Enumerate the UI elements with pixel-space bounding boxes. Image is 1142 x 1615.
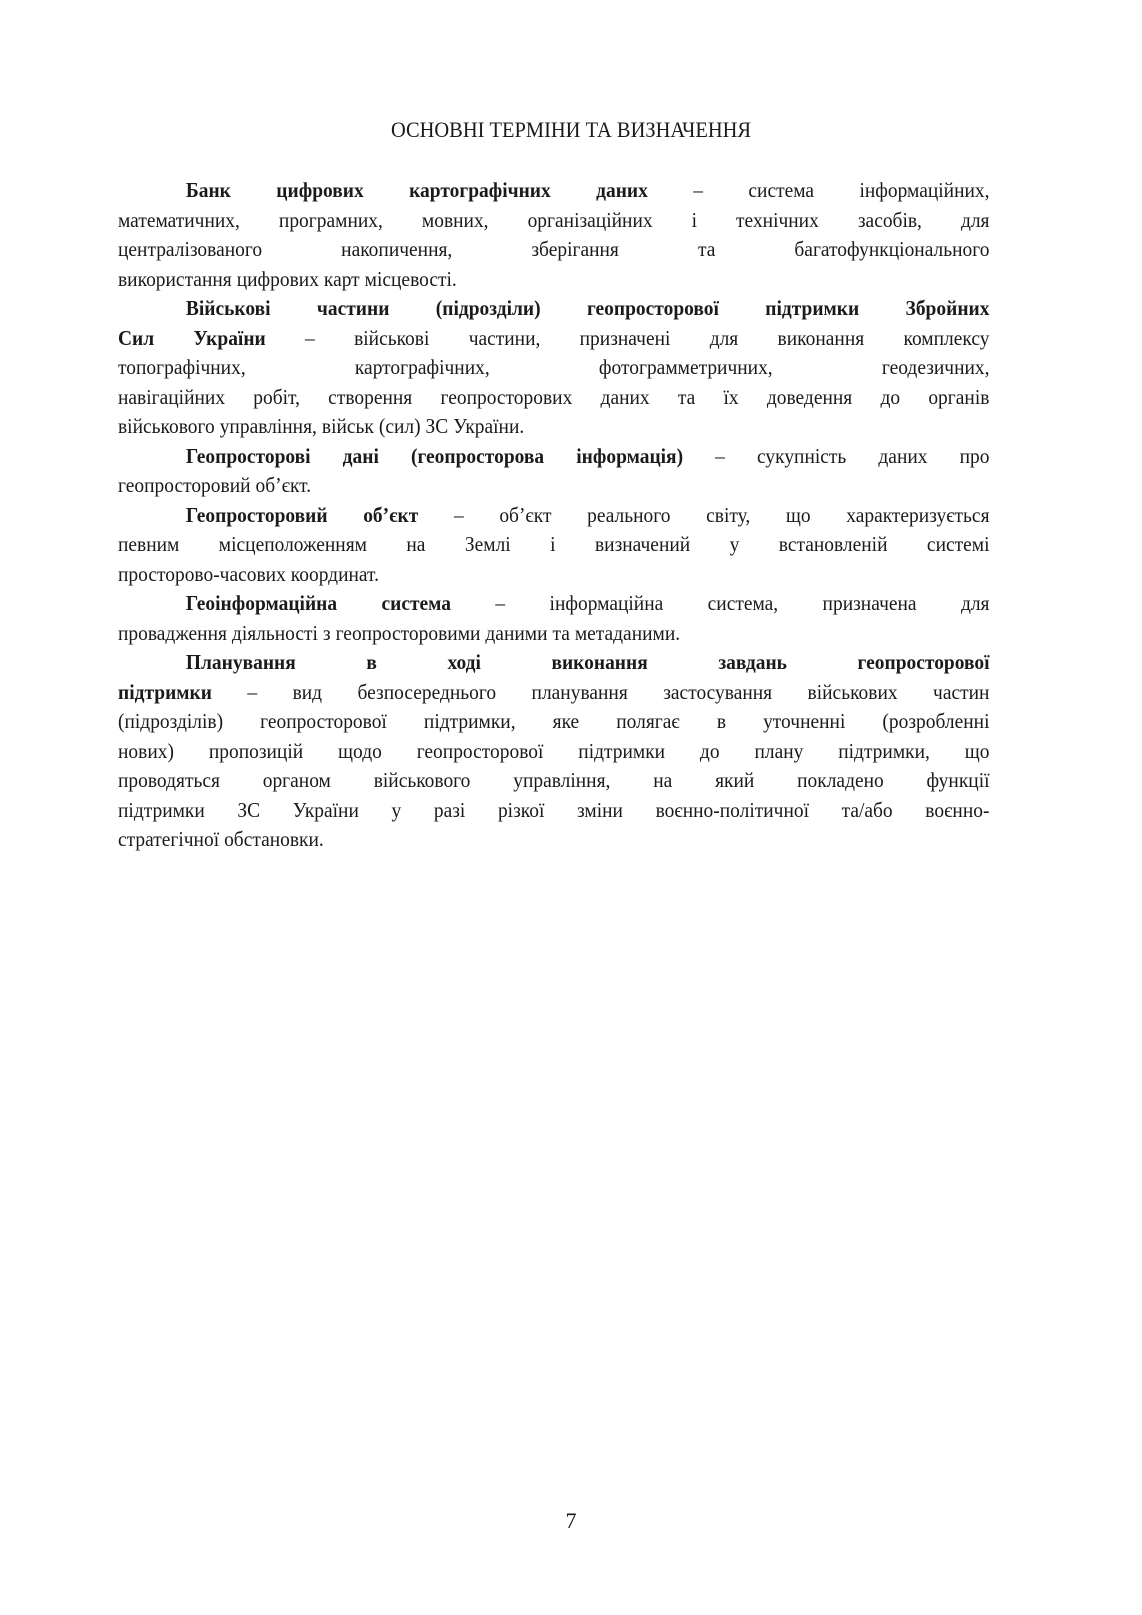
definition-word: підтримки (118, 797, 205, 822)
definition-word: карт (323, 266, 360, 291)
definition-word: картографічних, (354, 355, 490, 379)
text-line (118, 589, 990, 619)
definition-word: воєнно- (925, 797, 990, 822)
text-line (118, 235, 990, 265)
term-word: (геопросторова (410, 443, 545, 468)
term-word: виконання (551, 650, 648, 674)
definition-word: даних (600, 384, 650, 409)
text-line (118, 825, 990, 855)
definition-word: накопичення, (341, 237, 453, 261)
term-word: даних (596, 178, 648, 202)
definition-word: який (715, 768, 755, 792)
definition-word: організаційних (527, 207, 653, 232)
term-word: геопросторової (586, 296, 719, 320)
term-word: України (193, 325, 266, 350)
definition-word: та (697, 237, 716, 261)
definition-word: доведення (766, 384, 853, 409)
definition-word: геопросторової (260, 709, 387, 733)
definition-word: військ (321, 414, 374, 438)
text-line (118, 353, 990, 383)
definition-word: система, (707, 591, 779, 615)
definition-word: планування (531, 679, 628, 704)
definition-word: у (391, 797, 402, 822)
definition-word: управління, (513, 768, 611, 792)
definition-word: (підрозділів) (118, 709, 224, 733)
definition-word: геопросторовий (118, 473, 251, 497)
definition-word: система (748, 178, 815, 202)
term-word: Сил (118, 325, 155, 350)
term-word: картографічних (409, 178, 551, 202)
definition-word: та/або (841, 797, 893, 822)
definition-word: вид (292, 679, 323, 704)
definition-word: України. (453, 414, 525, 438)
term-word: система (381, 591, 452, 615)
definition-entry (118, 501, 990, 590)
definition-word: і (550, 532, 556, 556)
term-word: підтримки (118, 679, 212, 704)
term-word: завдань (718, 650, 787, 674)
term-word: дані (342, 443, 379, 468)
definition-word: разі (433, 797, 466, 822)
definition-word: програмних, (278, 207, 383, 232)
text-line (118, 501, 990, 531)
definition-word: – (693, 178, 703, 202)
definition-word: яке (552, 709, 580, 733)
definition-word: що (785, 502, 811, 527)
definition-word: про (959, 443, 990, 468)
text-line (118, 707, 990, 737)
text-line (118, 678, 990, 708)
definition-word: призначені (579, 325, 671, 350)
text-line (118, 471, 990, 501)
definition-word: геопросторової (416, 738, 544, 763)
term-word: Геопросторовий (185, 502, 328, 527)
definition-word: і (691, 207, 698, 232)
definition-word: технічних (736, 207, 819, 232)
definition-word: даними (485, 620, 548, 645)
definition-word: військового (373, 768, 471, 792)
text-line (118, 796, 990, 826)
definition-word: до (699, 738, 720, 763)
definition-word: уточненні (763, 709, 846, 733)
definition-word: органом (262, 768, 331, 792)
definition-word: що (964, 738, 990, 763)
term-word: в (366, 650, 377, 674)
definition-word: фотограмметричних, (598, 355, 773, 379)
definition-word: Землі (464, 532, 511, 556)
text-line (118, 442, 990, 472)
definition-word: провадження (118, 620, 227, 645)
definition-word: об’єкт. (255, 473, 312, 497)
definition-word: – (453, 502, 464, 527)
definition-word: – (247, 679, 258, 704)
term-word: частини (316, 296, 390, 320)
definition-word: з (322, 620, 331, 645)
text-line (118, 324, 990, 354)
text-line (118, 560, 990, 590)
definition-word: певним (118, 532, 180, 556)
definitions-list (118, 176, 990, 855)
definition-word: засобів, (857, 207, 922, 232)
text-line (118, 648, 990, 678)
definition-word: частини, (468, 325, 541, 350)
definition-word: підтримки, (838, 738, 930, 763)
definition-word: (сил) (378, 414, 421, 438)
text-line (118, 383, 990, 413)
term-word: Збройних (905, 296, 990, 320)
definition-word: органів (928, 384, 990, 409)
definition-word: плану (754, 738, 804, 763)
definition-entry (118, 589, 990, 648)
definition-word: ЗС (237, 797, 261, 822)
definition-word: призначена (822, 591, 917, 615)
definition-word: застосування (663, 679, 773, 704)
text-line (118, 766, 990, 796)
definition-word: обстановки. (224, 827, 324, 851)
definition-word: частин (933, 679, 990, 704)
term-word: Банк (185, 178, 231, 202)
definition-entry (118, 176, 990, 294)
definition-word: світу, (706, 502, 751, 527)
definition-word: виконання (777, 325, 865, 350)
definition-word: просторово-часових (118, 561, 286, 586)
term-word: підтримки (765, 296, 860, 320)
definition-word: робіт, (253, 384, 300, 409)
term-word: об’єкт (363, 502, 419, 527)
definition-word: даних (878, 443, 928, 468)
definition-word: нових) (118, 738, 174, 763)
term-word: інформація) (576, 443, 684, 468)
definition-word: багатофункціонального (794, 237, 990, 261)
term-word: Планування (185, 650, 296, 674)
definition-entry (118, 442, 990, 501)
definition-word: централізованого (118, 237, 263, 261)
definition-word: створення (328, 384, 413, 409)
definition-word: топографічних, (118, 355, 246, 379)
term-word: Військові (185, 296, 271, 320)
definition-word: покладено (797, 768, 884, 792)
definition-entry (118, 648, 990, 855)
definition-word: місцеположенням (218, 532, 367, 556)
definition-word: реального (587, 502, 671, 527)
definition-word: безпосереднього (357, 679, 497, 704)
term-word: геопросторової (857, 650, 990, 674)
definition-word: координат. (290, 561, 379, 586)
definition-word: ЗС (425, 414, 449, 438)
definition-word: підтримки (578, 738, 666, 763)
term-word: ході (447, 650, 481, 674)
definition-word: інформаційна (549, 591, 664, 615)
definition-word: – (715, 443, 725, 468)
definition-word: в (716, 709, 727, 733)
text-line (118, 619, 990, 649)
definition-word: (розробленні (882, 709, 990, 733)
definition-word: системі (926, 532, 990, 556)
text-line (118, 412, 990, 442)
definition-word: місцевості. (364, 266, 457, 291)
definition-word: встановленій (778, 532, 888, 556)
text-line (118, 176, 990, 206)
text-line (118, 530, 990, 560)
definition-word: комплексу (903, 325, 990, 350)
definition-word: – (305, 325, 315, 350)
definition-word: зберігання (531, 237, 619, 261)
definition-word: для (709, 325, 739, 350)
definition-word: зміни (576, 797, 623, 822)
definition-word: та (552, 620, 570, 645)
page-number: 7 (565, 1508, 577, 1533)
term-word: Геопросторові (185, 443, 311, 468)
text-line (118, 206, 990, 236)
definition-word: управління, (219, 414, 317, 438)
definition-word: об’єкт (499, 502, 552, 527)
definition-word: військового (118, 414, 215, 438)
definition-word: метаданими. (574, 620, 681, 645)
definition-word: у (729, 532, 740, 556)
definition-word: на (406, 532, 426, 556)
page-title: ОСНОВНІ ТЕРМІНИ ТА ВИЗНАЧЕННЯ (390, 117, 752, 142)
definition-word: військові (354, 325, 430, 350)
term-word: Геоінформаційна (185, 591, 338, 615)
term-word: цифрових (276, 178, 364, 202)
definition-word: – (495, 591, 506, 615)
definition-word: використання (118, 266, 232, 291)
text-line (118, 265, 990, 295)
definition-word: діяльності (231, 620, 318, 645)
definition-word: щодо (338, 738, 382, 763)
definition-word: пропозицій (208, 738, 304, 763)
definition-word: для (960, 207, 990, 232)
definition-word: різкої (497, 797, 545, 822)
definition-word: мовних, (421, 207, 489, 232)
definition-word: полягає (616, 709, 680, 733)
definition-word: та (677, 384, 696, 409)
definition-word: геодезичних, (881, 355, 990, 379)
definition-word: стратегічної (118, 827, 220, 851)
definition-word: військових (807, 679, 898, 704)
definition-word: характеризується (846, 502, 990, 527)
definition-word: математичних, (118, 207, 240, 232)
text-line (118, 737, 990, 767)
definition-word: навігаційних (118, 384, 226, 409)
definition-word: геопросторових (440, 384, 573, 409)
definition-word: їх (723, 384, 739, 409)
definition-word: функції (926, 768, 990, 792)
definition-word: України (292, 797, 359, 822)
text-line (118, 294, 990, 324)
term-word: (підрозділи) (435, 296, 541, 320)
definition-word: воєнно-політичної (655, 797, 809, 822)
definition-word: геопросторовими (335, 620, 481, 645)
definition-word: на (653, 768, 673, 792)
definition-word: для (960, 591, 990, 615)
definition-word: підтримки, (423, 709, 516, 733)
definition-entry (118, 294, 990, 442)
definition-word: до (880, 384, 901, 409)
definition-word: визначений (594, 532, 691, 556)
definition-word: інформаційних, (859, 178, 990, 202)
definition-word: проводяться (118, 768, 220, 792)
definition-word: цифрових (236, 266, 319, 291)
definition-word: сукупність (757, 443, 847, 468)
